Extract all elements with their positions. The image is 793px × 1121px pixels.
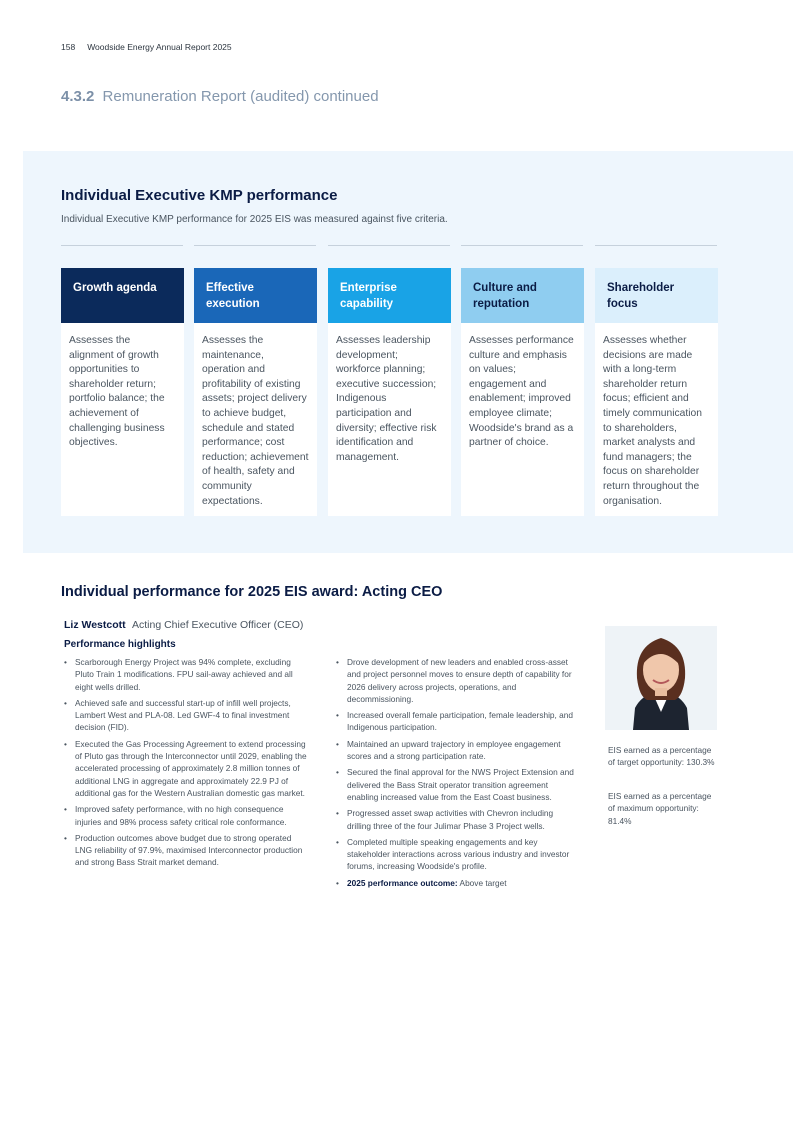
- criteria-card-shareholder: [595, 268, 718, 516]
- card-header: Culture and reputation: [461, 268, 584, 323]
- eis-target-text: EIS earned as a percentage of target opportunity: 130.3%: [608, 745, 715, 768]
- list-item: • Maintained an upward trajectory in employee engagement scores and a strong participation rate.: [336, 738, 578, 763]
- person-name: Liz Westcott: [64, 619, 126, 631]
- divider: [194, 245, 316, 246]
- list-item: • Achieved safe and successful start-up of infill well projects, Lambert West and PLA-08. Led GWF-4 to final investment decision (FID).: [64, 697, 309, 734]
- highlights-list-right: [336, 656, 578, 893]
- card-description: Assesses the alignment of growth opportunities to shareholder return; portfolio balance; the achievement of challenging business objectives.: [69, 335, 165, 449]
- divider: [61, 245, 183, 246]
- card-header: Shareholder focus: [595, 268, 718, 323]
- section-number: 4.3.2: [61, 88, 95, 105]
- page-number: 158: [61, 42, 76, 52]
- card-header: Effective execution: [194, 268, 317, 323]
- list-item: • Drove development of new leaders and enabled cross-asset and project personnel moves to ensure depth of capability for 2026 delivery across projects, operations, and decommissioning.: [336, 656, 578, 705]
- kmp-intro: Individual Executive KMP performance for 2025 EIS was measured against five criteria.: [61, 214, 448, 225]
- list-item: • Scarborough Energy Project was 94% complete, excluding Pluto Train 1 modifications. FPU sail-away achieved and all eight wells drilled.: [64, 656, 309, 693]
- list-item: • Improved safety performance, with no high consequence injuries and 98% process safety critical role conformance.: [64, 803, 309, 828]
- person-line: [64, 619, 303, 631]
- card-description: Assesses leadership development; workforce planning; executive succession; Indigenous participation and diversity; effective risk identification and management.: [336, 335, 437, 463]
- list-item: • Secured the final approval for the NWS Project Extension and delivered the Bass Strait operator transition agreement enabling increased value from the East Coast business.: [336, 766, 578, 803]
- list-item: • Completed multiple speaking engagements and key stakeholder interactions across various industry and investor forums, increasing Woodside's profile.: [336, 836, 578, 873]
- eis-maximum-text: EIS earned as a percentage of maximum opportunity: 81.4%: [608, 791, 712, 826]
- list-item: • Executed the Gas Processing Agreement to extend processing of Pluto gas through the Interconnector until 2029, enabling the accelerated processing of approximately 2.8 million tonnes of additional LNG in aggregate and approximately 22.9 PJ of additional gas for the Western Australian domestic gas market.: [64, 738, 309, 799]
- outcome-value: Above target: [459, 877, 507, 888]
- highlights-list-left: [64, 656, 309, 873]
- criteria-card-capability: [328, 268, 451, 516]
- section-title-text: Remuneration Report (audited) continued: [102, 88, 379, 105]
- list-item: • Increased overall female participation, female leadership, and Indigenous participation.: [336, 709, 578, 734]
- criteria-card-execution: [194, 268, 317, 516]
- kmp-heading: Individual Executive KMP performance: [61, 187, 338, 204]
- card-description: Assesses whether decisions are made with a long-term shareholder return focus; efficient and timely communication to shareholders, market analysts and fund managers; the focus on shareholder return throughout the organisation.: [603, 335, 702, 507]
- outcome-label: 2025 performance outcome:: [347, 877, 458, 888]
- card-description: Assesses the maintenance, operation and profitability of existing assets; project delivery to achieve budget, schedule and stated performance; cost reduction; achievement of health, safety and community expectations.: [202, 335, 309, 507]
- section-title: [61, 88, 379, 105]
- report-title: Woodside Energy Annual Report 2025: [87, 42, 232, 52]
- card-description: Assesses performance culture and emphasis on values; engagement and enablement; improved employee climate; Woodside's brand as a partner of choice.: [469, 335, 574, 449]
- person-role: Acting Chief Executive Officer (CEO): [132, 619, 304, 631]
- divider: [461, 245, 583, 246]
- list-item: [336, 877, 578, 889]
- card-header: Enterprise capability: [328, 268, 451, 323]
- divider: [595, 245, 717, 246]
- criteria-card-culture: [461, 268, 584, 516]
- performance-heading: Individual performance for 2025 EIS award: Acting CEO: [61, 584, 443, 600]
- executive-photo: [605, 626, 717, 730]
- portrait-image: [605, 626, 717, 730]
- card-header: Growth agenda: [61, 268, 184, 323]
- list-item: • Progressed asset swap activities with Chevron including drilling three of the four Julimar Phase 3 Project wells.: [336, 807, 578, 832]
- list-item: • Production outcomes above budget due to strong operated LNG reliability of 97.9%, maximised Interconnector production and strong Bass Strait market demand.: [64, 832, 309, 869]
- page-header: [61, 42, 232, 52]
- divider: [328, 245, 450, 246]
- criteria-card-growth: [61, 268, 184, 516]
- highlights-heading: Performance highlights: [64, 639, 176, 650]
